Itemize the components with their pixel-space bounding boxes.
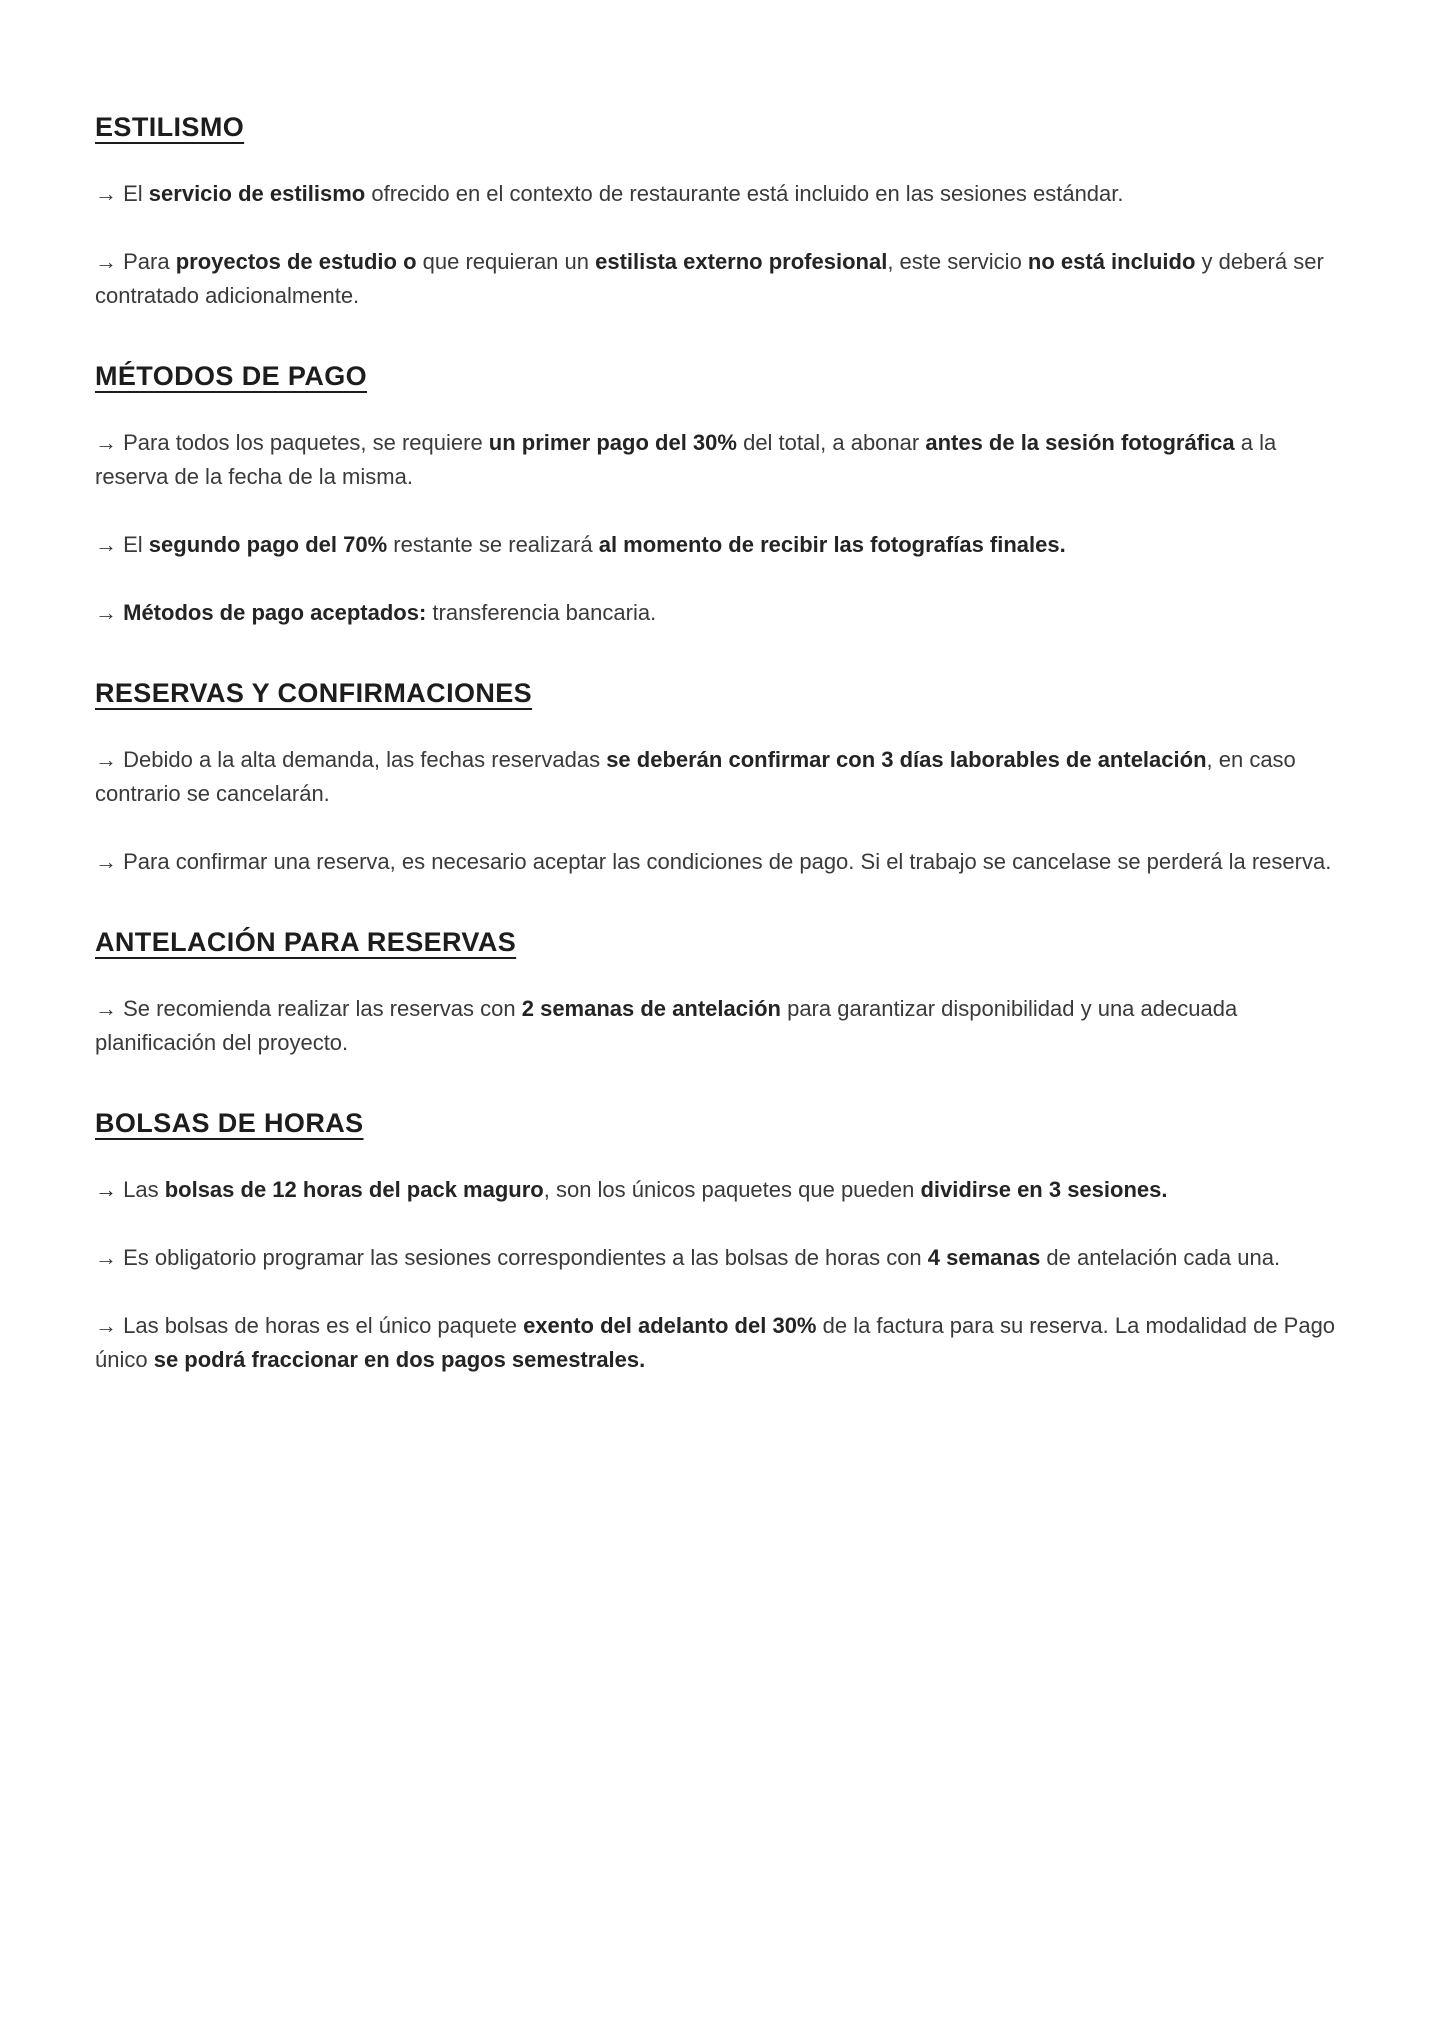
text-run: de antelación cada una. [1040,1245,1281,1270]
text-run: antes de la sesión fotográfica [925,430,1235,455]
text-run: estilista externo profesional [595,249,888,274]
text-run: que requieran un [416,249,596,274]
text-run: del total, a abonar [736,430,926,455]
text-run: se podrá fraccionar en dos pagos semestrales. [153,1347,646,1372]
text-run: para garantizar disponibilidad y una adecuada planificación del proyecto. [95,996,1238,1055]
heading-reservas-y-confirmaciones: RESERVAS Y CONFIRMACIONES [95,678,533,708]
paragraph-metodos-1 [95,426,1345,494]
text-run: bolsas de 12 horas del pack maguro [164,1177,544,1202]
paragraph-bolsas-2 [95,1241,1345,1275]
arrow-bullet: → Debido a la alta demanda, las fechas reservadas [95,747,607,772]
arrow-bullet: → [95,1177,117,1202]
text-run: , en caso contrario se cancelarán. [95,747,1296,806]
text-run: Métodos de pago aceptados: [123,600,427,625]
paragraph-bolsas-3 [95,1309,1345,1377]
arrow-bullet: → Las bolsas de horas es el único paquete [95,1313,524,1338]
text-run: no está incluido [1027,249,1196,274]
text-run: y deberá ser contratado adicionalmente. [95,249,1324,308]
paragraph-estilismo-2 [95,245,1345,313]
section-bolsas-de-horas [95,1108,1345,1377]
text-run: servicio de estilismo [148,181,366,206]
text-run: un primer pago del 30% [488,430,737,455]
text-run: restante se realizará [387,532,599,557]
arrow-bullet: → El [95,181,149,206]
paragraph-estilismo-1 [95,177,1345,211]
paragraph-metodos-2 [95,528,1345,562]
text-run: Las [117,1177,165,1202]
text-run: , son los únicos paquetes que pueden [543,1177,921,1202]
section-metodos-de-pago [95,361,1345,630]
text-run: 4 semanas [927,1245,1041,1270]
text-run: , este servicio [887,249,1028,274]
text-run: proyectos de estudio o [175,249,417,274]
paragraph-reservas-1 [95,743,1345,811]
paragraph-bolsas-1 [95,1173,1345,1207]
arrow-bullet: → Para todos los paquetes, se requiere [95,430,489,455]
arrow-bullet: → Es obligatorio programar las sesiones correspondientes a las bolsas de horas con [95,1245,928,1270]
text-run: se deberán confirmar con 3 días laborables de antelación [606,747,1207,772]
text-run: a la reserva de la fecha de la misma. [95,430,1277,489]
section-reservas-y-confirmaciones [95,678,1345,879]
text-run: dividirse en 3 sesiones. [920,1177,1168,1202]
heading-bolsas-de-horas: BOLSAS DE HORAS [95,1108,364,1138]
text-run: segundo pago del 70% [148,532,388,557]
arrow-bullet: → El [95,532,149,557]
heading-estilismo: ESTILISMO [95,112,245,142]
paragraph-reservas-2 [95,845,1345,879]
heading-metodos-de-pago: MÉTODOS DE PAGO [95,361,368,391]
text-run: al momento de recibir las fotografías finales. [598,532,1066,557]
text-run: 2 semanas de antelación [521,996,781,1021]
text-run: transferencia bancaria. [426,600,657,625]
paragraph-antelacion-1 [95,992,1345,1060]
heading-antelacion-para-reservas: ANTELACIÓN PARA RESERVAS [95,927,517,957]
text-run: ofrecido en el contexto de restaurante está incluido en las sesiones estándar. [365,181,1124,206]
arrow-bullet: → Para [95,249,176,274]
text-run: exento del adelanto del 30% [523,1313,817,1338]
paragraph-metodos-3 [95,596,1345,630]
text-run: de la factura para su reserva. La modalidad de Pago único [95,1313,1336,1372]
arrow-bullet: → [95,600,124,625]
arrow-bullet: → Se recomienda realizar las reservas con [95,996,522,1021]
section-antelacion-para-reservas [95,927,1345,1060]
section-estilismo [95,112,1345,313]
arrow-bullet: → Para confirmar una reserva, es necesario aceptar las condiciones de pago. Si el trabajo se cancelase se perderá la reserva. [95,849,1332,874]
